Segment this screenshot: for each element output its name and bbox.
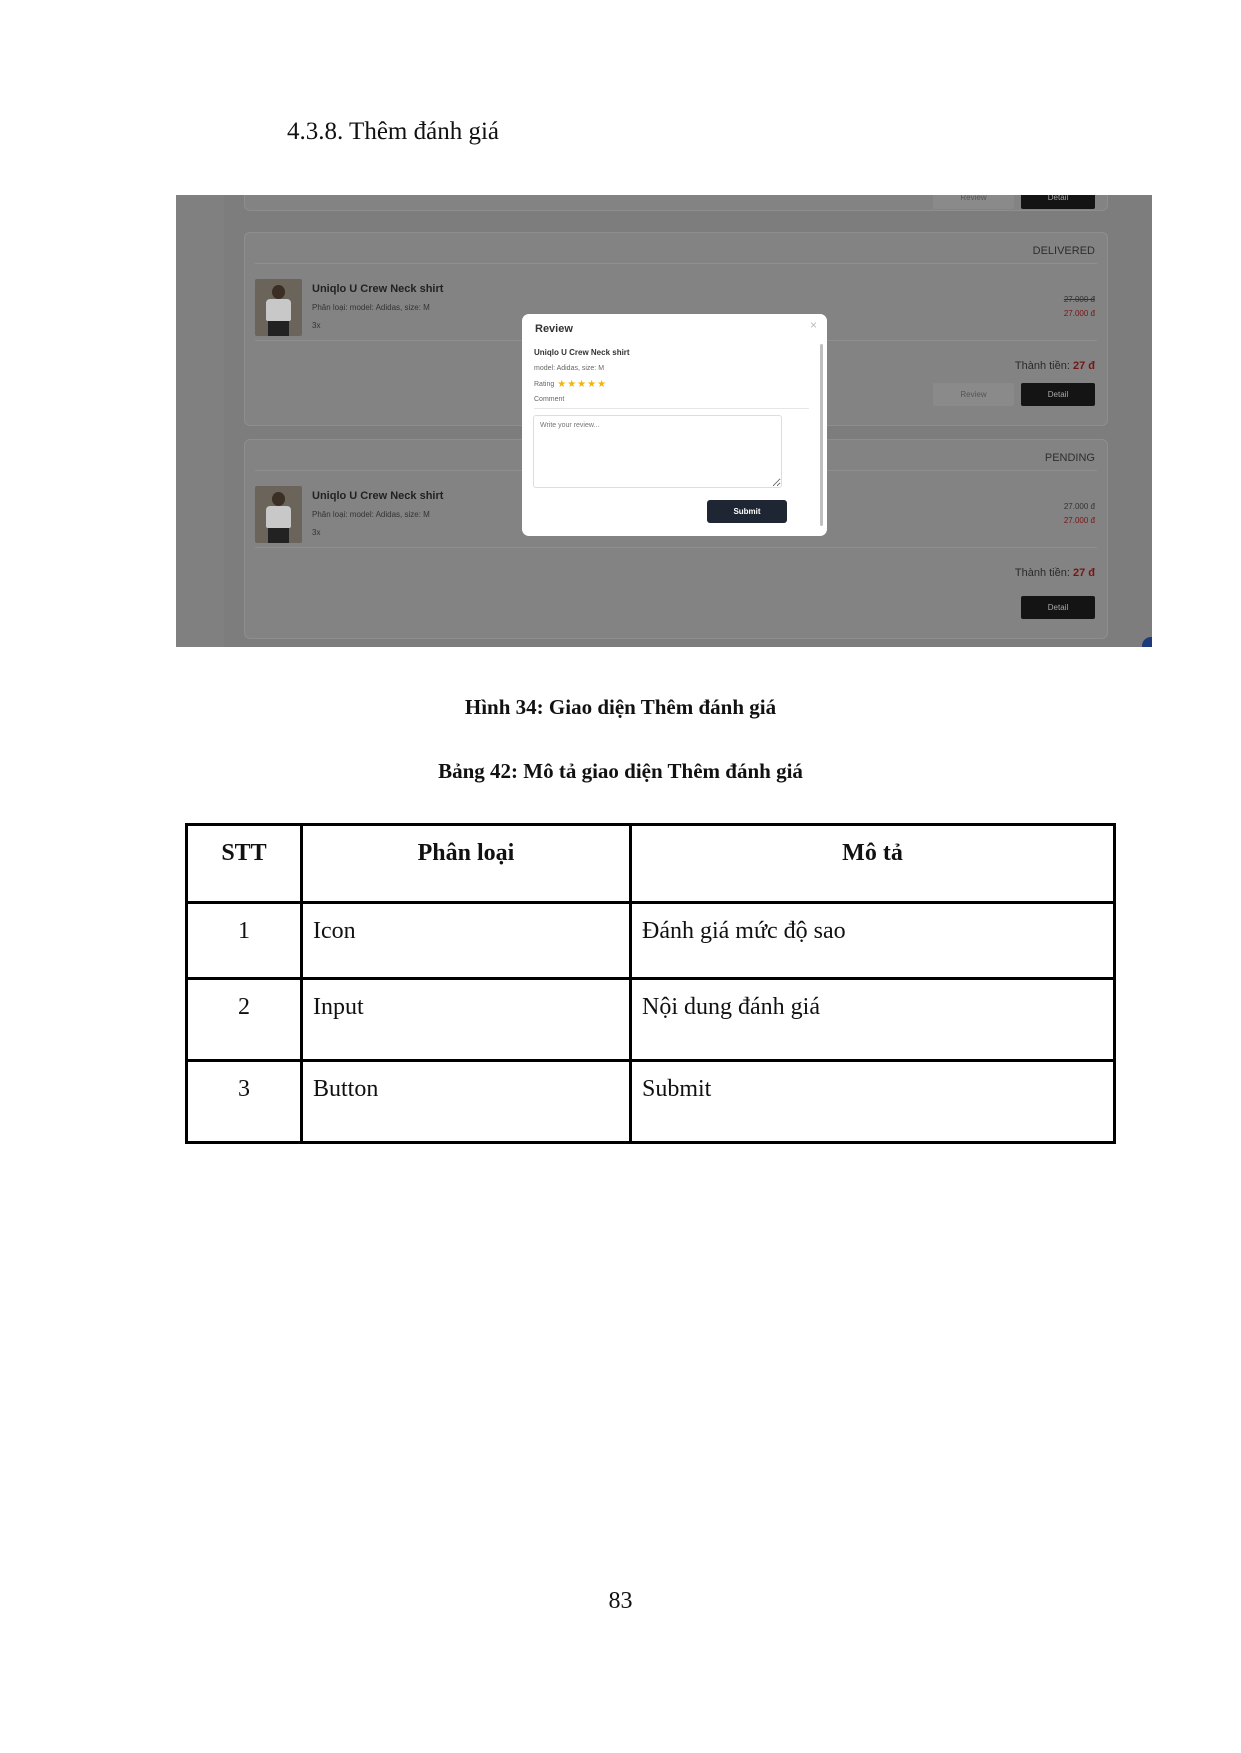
product-name: Uniqlo U Crew Neck shirt — [312, 490, 444, 502]
divider — [255, 547, 1097, 548]
original-price: 27.000 đ — [1063, 502, 1095, 511]
table-header-row — [187, 825, 1115, 903]
review-textarea[interactable] — [533, 415, 782, 488]
modal-scrollbar[interactable] — [820, 344, 823, 526]
divider — [255, 263, 1097, 264]
order-status: PENDING — [1044, 452, 1095, 464]
total-value: 27 đ — [1072, 360, 1095, 372]
table-row — [187, 979, 1115, 1061]
product-variant: Phân loại: model: Adidas, size: M — [312, 303, 430, 312]
rating-row — [534, 380, 606, 389]
table-caption: Bảng 42: Mô tả giao diện Thêm đánh giá — [438, 759, 803, 783]
table-row — [187, 1061, 1115, 1143]
review-button[interactable]: Review — [933, 383, 1014, 406]
product-thumbnail — [255, 279, 302, 336]
cell-category: Button — [302, 1061, 631, 1143]
sale-price: 27.000 đ — [1063, 309, 1095, 318]
cell-description: Submit — [631, 1061, 1115, 1143]
star-icon[interactable]: ★ — [597, 379, 607, 390]
order-total — [1015, 567, 1095, 579]
close-icon[interactable]: × — [809, 318, 817, 332]
page-number: 83 — [608, 1588, 633, 1614]
product-name: Uniqlo U Crew Neck shirt — [312, 283, 444, 295]
cell-stt: 2 — [187, 979, 302, 1061]
detail-button[interactable]: Detail — [1021, 383, 1095, 406]
product-variant: Phân loại: model: Adidas, size: M — [312, 510, 430, 519]
modal-product-name: Uniqlo U Crew Neck shirt — [534, 348, 630, 357]
star-icon[interactable]: ★ — [587, 379, 597, 390]
description-table — [185, 823, 1116, 1144]
header-stt: STT — [187, 825, 302, 903]
side-strip — [176, 195, 224, 647]
submit-button[interactable]: Submit — [707, 500, 787, 523]
order-card-previous — [244, 195, 1108, 211]
table-row — [187, 903, 1115, 979]
cell-stt: 1 — [187, 903, 302, 979]
rating-label: Rating — [534, 381, 555, 388]
cell-description: Đánh giá mức độ sao — [631, 903, 1115, 979]
chat-bubble-icon[interactable] — [1142, 637, 1152, 647]
modal-title: Review — [535, 323, 573, 335]
cell-description: Nội dung đánh giá — [631, 979, 1115, 1061]
review-button[interactable]: Review — [933, 195, 1014, 209]
cell-category: Icon — [302, 903, 631, 979]
divider — [534, 408, 809, 409]
sale-price: 27.000 đ — [1063, 516, 1095, 525]
section-heading: 4.3.8. Thêm đánh giá — [287, 118, 499, 145]
product-quantity: 3x — [312, 321, 321, 330]
cell-category: Input — [302, 979, 631, 1061]
figure-caption: Hình 34: Giao diện Thêm đánh giá — [464, 695, 777, 719]
header-category: Phân loại — [302, 825, 631, 903]
product-quantity: 3x — [312, 528, 321, 537]
comment-label: Comment — [534, 396, 565, 403]
modal-product-variant: model: Adidas, size: M — [534, 365, 605, 372]
total-label: Thành tiền: — [1014, 567, 1070, 579]
star-icon[interactable]: ★ — [577, 379, 587, 390]
detail-button[interactable]: Detail — [1021, 195, 1095, 209]
total-label: Thành tiền: — [1014, 360, 1070, 372]
star-icon[interactable]: ★ — [567, 379, 577, 390]
star-icon[interactable]: ★ — [557, 379, 567, 390]
order-total — [1015, 360, 1095, 372]
original-price: 27.000 đ — [1063, 295, 1095, 304]
review-modal — [522, 314, 827, 536]
header-description: Mô tả — [631, 825, 1115, 903]
cell-stt: 3 — [187, 1061, 302, 1143]
star-rating — [557, 380, 606, 389]
total-value: 27 đ — [1072, 567, 1095, 579]
detail-button[interactable]: Detail — [1021, 596, 1095, 619]
order-status: DELIVERED — [1032, 245, 1095, 257]
product-thumbnail — [255, 486, 302, 543]
review-screenshot — [176, 195, 1152, 647]
